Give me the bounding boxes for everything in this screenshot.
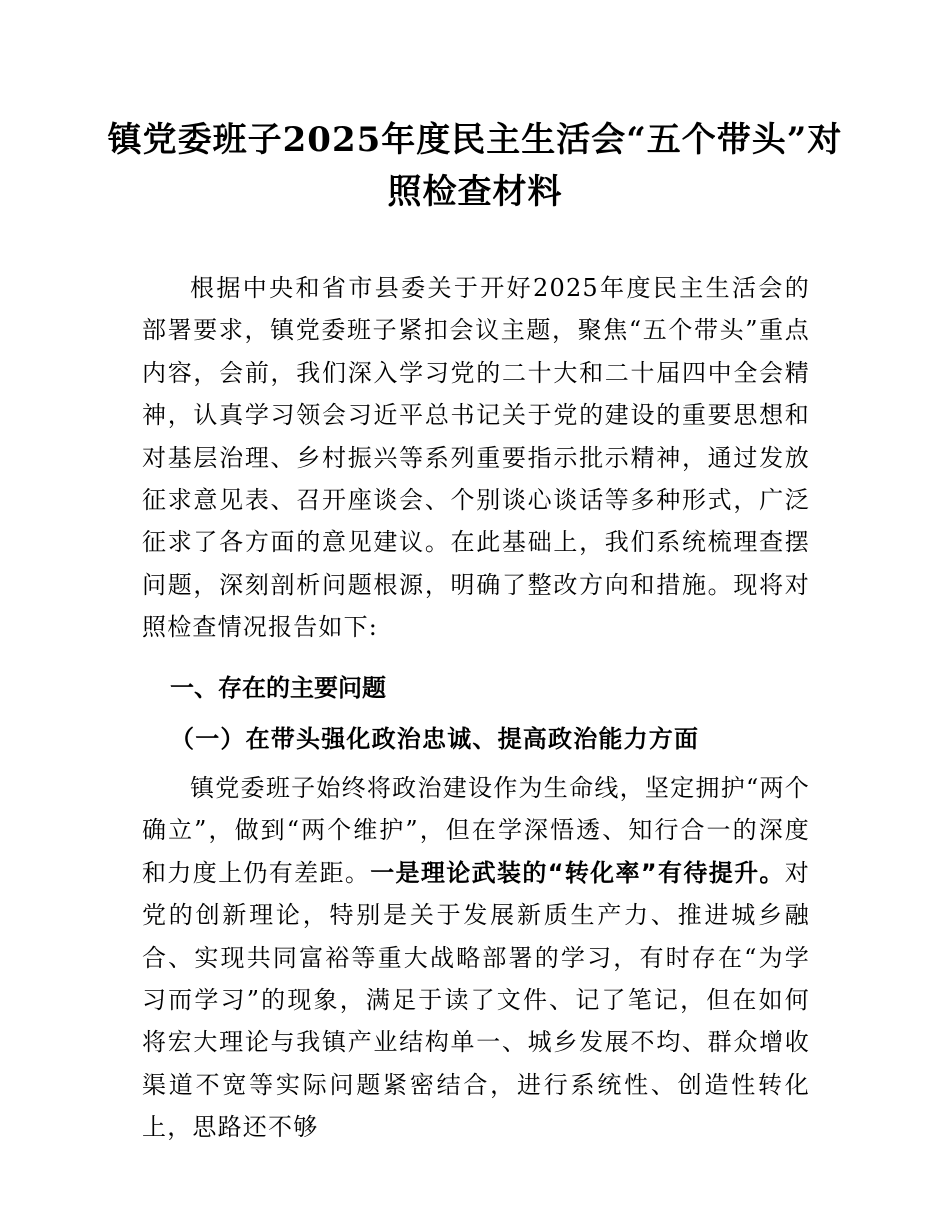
section-heading: 一、存在的主要问题: [170, 674, 386, 702]
subsection-heading: （一）在带头强化政治忠诚、提高政治能力方面: [170, 724, 700, 753]
document-title: 镇党委班子2025年度民主生活会“五个带头”对照检查材料: [107, 120, 843, 212]
body-trailing-text: 对党的创新理论，特别是关于发展新质生产力、推进城乡融合、实现共同富裕等重大战略部署的学习，有时存在“为学习而学习”的现象，满足于读了文件、记了笔记，但在如何将宏大理论与我镇产业结构单一、城乡发展不均、群众增收渠道不宽等实际问题紧密结合，进行系统性、创造性转化上，思路还不够: [142, 858, 810, 1142]
body-lead-text: 镇党委班子始终将政治建设作为生命线，坚定拥护“两个确立”，做到“两个维护”，但在学深悟透、知行合一的深度和力度上仍有差距。: [142, 774, 810, 887]
body-paragraph: [142, 767, 810, 1149]
intro-paragraph: 根据中央和省市县委关于开好2025年度民主生活会的部署要求，镇党委班子紧扣会议主题，聚焦“五个带头”重点内容，会前，我们深入学习党的二十大和二十届四中全会精神，认真学习领会习近平总书记关于党的建设的重要思想和对基层治理、乡村振兴等系列重要指示批示精神，通过发放征求意见表、召开座谈会、个别谈心谈话等多种形式，广泛征求了各方面的意见建议。在此基础上，我们系统梳理查摆问题，深刻剖析问题根源，明确了整改方向和措施。现将对照检查情况报告如下:: [142, 274, 810, 642]
body-emphasis-text: 一是理论武装的“转化率”有待提升。: [370, 858, 785, 887]
